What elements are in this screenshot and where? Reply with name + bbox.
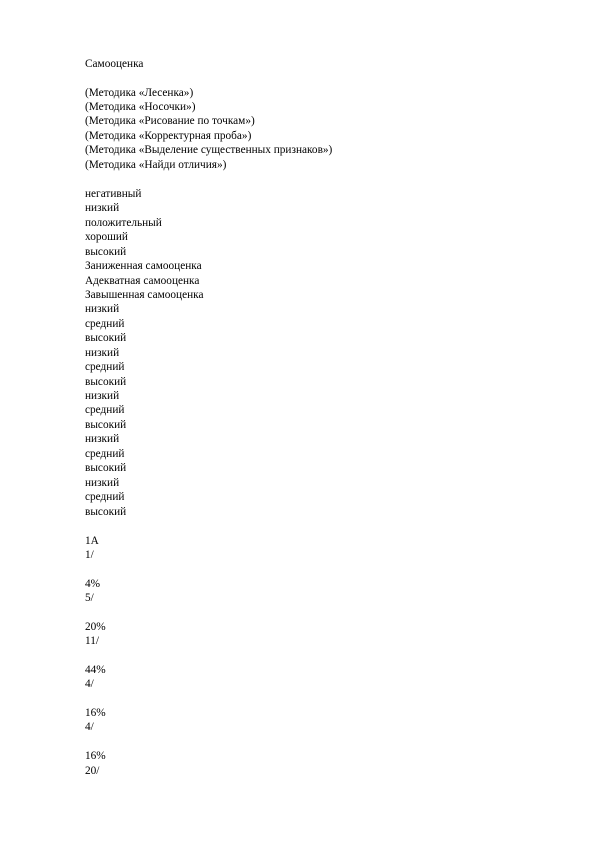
stat-line: 20%: [85, 621, 106, 633]
level-line: негативный: [85, 188, 142, 200]
stat-line: 16%: [85, 750, 106, 762]
level-line: высокий: [85, 506, 127, 518]
level-line: высокий: [85, 419, 127, 431]
document-title: Самооценка: [85, 58, 144, 70]
level-line: хороший: [85, 231, 128, 243]
stat-line: 4%: [85, 578, 101, 590]
method-line: (Методика «Лесенка»): [85, 87, 194, 99]
level-line: Завышенная самооценка: [85, 289, 204, 301]
stat-line: 4/: [85, 678, 94, 690]
stat-line: 11/: [85, 635, 100, 647]
stat-line: 5/: [85, 592, 94, 604]
level-line: низкий: [85, 303, 120, 315]
level-line: низкий: [85, 390, 120, 402]
level-line: средний: [85, 491, 125, 503]
level-line: средний: [85, 404, 125, 416]
level-line: высокий: [85, 332, 127, 344]
stat-line: 4/: [85, 721, 94, 733]
stat-line: 1/: [85, 549, 94, 561]
level-line: низкий: [85, 433, 120, 445]
level-line: положительный: [85, 217, 162, 229]
level-line: средний: [85, 448, 125, 460]
level-line: низкий: [85, 202, 120, 214]
stat-line: 20/: [85, 765, 100, 777]
stat-line: 16%: [85, 707, 106, 719]
level-line: высокий: [85, 462, 127, 474]
method-line: (Методика «Рисование по точкам»): [85, 115, 255, 127]
level-line: высокий: [85, 376, 127, 388]
level-line: высокий: [85, 246, 127, 258]
level-line: средний: [85, 361, 125, 373]
method-line: (Методика «Носочки»): [85, 101, 196, 113]
method-line: (Методика «Выделение существенных признаков»): [85, 144, 333, 156]
stat-line: 44%: [85, 664, 106, 676]
level-line: средний: [85, 318, 125, 330]
class-label: 1А: [85, 535, 99, 547]
level-line: низкий: [85, 347, 120, 359]
method-line: (Методика «Найди отличия»): [85, 159, 227, 171]
level-line: низкий: [85, 477, 120, 489]
level-line: Адекватная самооценка: [85, 275, 200, 287]
level-line: Заниженная самооценка: [85, 260, 202, 272]
method-line: (Методика «Корректурная проба»): [85, 130, 252, 142]
